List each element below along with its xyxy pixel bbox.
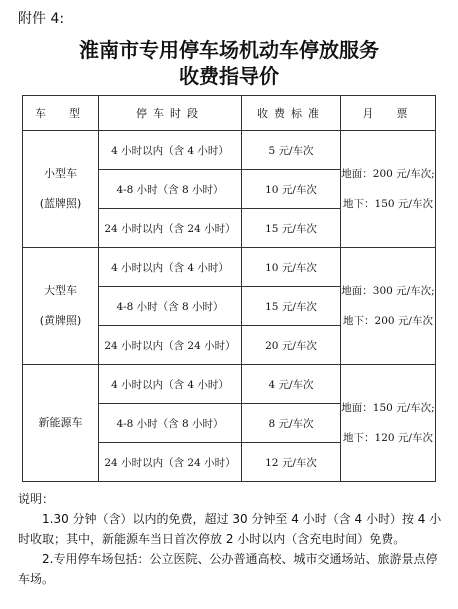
notes-heading: 说明： [18, 492, 55, 506]
header-monthly-pass: 月 票 [341, 96, 436, 131]
vehicle-type-cell [23, 365, 99, 482]
period-cell: 4-8 小时（含 8 小时） [99, 170, 242, 209]
table-row [23, 248, 436, 287]
fee-cell: 15 元/车次 [242, 209, 341, 248]
note-item-2: 2.专用停车场包括：公立医院、公办普通高校、城市交通场站、旅游景点停车场。 [18, 552, 438, 586]
monthly-pass-cell [341, 248, 436, 365]
fee-cell: 4 元/车次 [242, 365, 341, 404]
pass-underground: 地下：150 元/车次 [343, 198, 433, 210]
fee-cell: 5 元/车次 [242, 131, 341, 170]
monthly-pass-cell [341, 131, 436, 248]
table-row [23, 365, 436, 404]
fee-cell: 20 元/车次 [242, 326, 341, 365]
fee-table [22, 95, 436, 482]
table-header-row [23, 96, 436, 131]
vehicle-type-name: 大型车 [44, 284, 77, 297]
pass-ground: 地面：200 元/车次; [341, 168, 435, 180]
fee-cell: 12 元/车次 [242, 443, 341, 482]
period-cell: 4-8 小时（含 8 小时） [99, 404, 242, 443]
vehicle-type-cell [23, 131, 99, 248]
period-cell: 24 小时以内（含 24 小时） [99, 443, 242, 482]
period-cell: 4 小时以内（含 4 小时） [99, 131, 242, 170]
period-cell: 4-8 小时（含 8 小时） [99, 287, 242, 326]
vehicle-type-name: 新能源车 [38, 416, 83, 429]
note-item-1: 1.30 分钟（含）以内的免费，超过 30 分钟至 4 小时（含 4 小时）按 4 小时收取；其中，新能源车当日首次停放 2 小时以内（含充电时间）免费。 [18, 512, 442, 546]
document-title-line-1: 淮南市专用停车场机动车停放服务 [79, 38, 379, 62]
period-cell: 4 小时以内（含 4 小时） [99, 365, 242, 404]
vehicle-type-name: 小型车 [44, 167, 77, 180]
fee-cell: 10 元/车次 [242, 248, 341, 287]
attachment-label: 附件 4: [18, 11, 65, 27]
period-cell: 24 小时以内（含 24 小时） [99, 326, 242, 365]
vehicle-plate-color: (蓝牌照) [39, 197, 82, 210]
notes-section [18, 489, 442, 589]
pass-ground: 地面：300 元/车次; [341, 285, 435, 297]
pass-underground: 地下：120 元/车次 [343, 432, 433, 444]
fee-cell: 10 元/车次 [242, 170, 341, 209]
document-title-line-2: 收费指导价 [179, 64, 279, 88]
header-vehicle-type: 车 型 [23, 96, 99, 131]
fee-cell: 15 元/车次 [242, 287, 341, 326]
monthly-pass-cell [341, 365, 436, 482]
table-row [23, 131, 436, 170]
period-cell: 4 小时以内（含 4 小时） [99, 248, 242, 287]
vehicle-type-cell [23, 248, 99, 365]
header-fee-standard: 收费标准 [242, 96, 341, 131]
pass-underground: 地下：200 元/车次 [343, 315, 433, 327]
fee-cell: 8 元/车次 [242, 404, 341, 443]
vehicle-plate-color: (黄牌照) [39, 314, 82, 327]
period-cell: 24 小时以内（含 24 小时） [99, 209, 242, 248]
header-parking-period: 停车时段 [99, 96, 242, 131]
pass-ground: 地面：150 元/车次; [341, 402, 435, 414]
